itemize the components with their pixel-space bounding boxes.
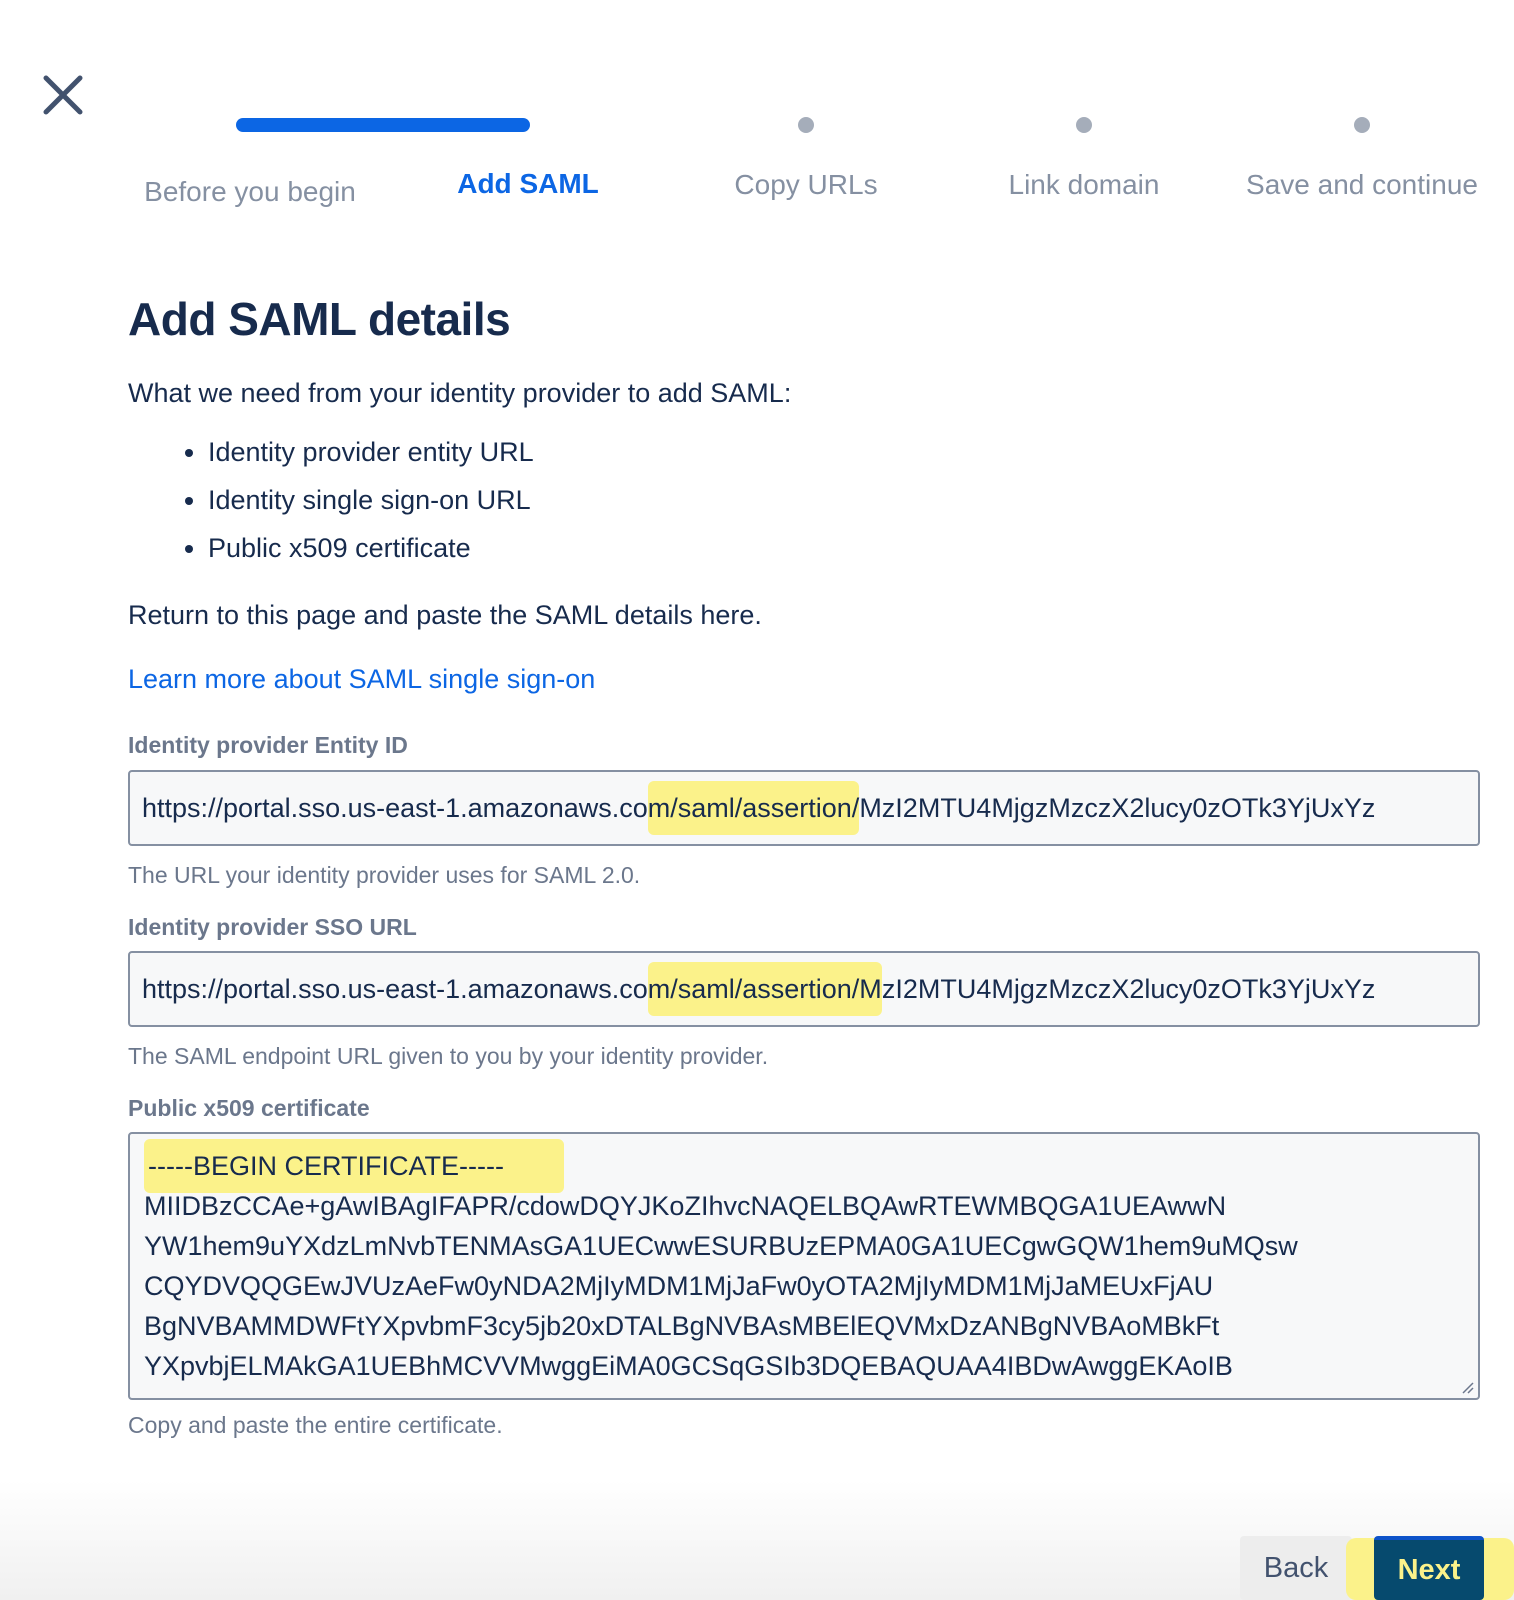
next-button[interactable]: Next [1374,1536,1484,1600]
back-button[interactable]: Back [1240,1536,1352,1600]
step-save-and-continue [1222,110,1502,201]
step-add-saml [388,110,668,200]
step-label: Before you begin [144,176,356,207]
step-label: Save and continue [1246,169,1478,200]
step-copy-urls [666,110,946,201]
resize-handle-icon[interactable] [1460,1380,1474,1394]
entity-id-input[interactable] [128,770,1480,846]
step-dot [1354,117,1370,133]
page-title: Add SAML details [128,293,511,345]
highlighted-text: m/saml/assertion/ [648,781,860,835]
learn-more-link[interactable]: Learn more about SAML single sign-on [128,664,596,694]
progress-stepper [110,110,1510,210]
certificate-line: MIIDBzCCAe+gAwIBAgIFAPR/cdowDQYJKoZIhvcNAQELBQAwRTEWMBQGA1UEAwwN [144,1191,1227,1221]
value-text: MzI2MTU4MjgzMzczX2lucy0zOTk3YjUxYz [859,793,1376,823]
list-item: • Identity single sign-on URL [208,476,534,524]
requirements-list [160,428,534,572]
certificate-line: YW1hem9uYXdzLmNvbTENMAsGA1UECwwESURBUzEPMA0GA1UECgwGQW1hem9uMQsw [144,1231,1298,1261]
certificate-textarea[interactable] [128,1132,1480,1400]
step-label: Link domain [1008,169,1160,200]
step-label: Add SAML [457,168,599,199]
certificate-label: Public x509 certificate [128,1095,370,1121]
step-link-domain [944,110,1224,201]
value-text: zI2MTU4MjgzMzczX2lucy0zOTk3YjUxYz [881,974,1376,1004]
certificate-line: BgNVBAMMDWFtYXpvbmF3cy5jb20xDTALBgNVBAsMBElEQVMxDzANBgNVBAoMBkFt [144,1311,1220,1341]
certificate-help: Copy and paste the entire certificate. [128,1412,503,1438]
entity-id-label: Identity provider Entity ID [128,732,408,758]
certificate-line: CQYDVQQGEwJVUzAeFw0yNDA2MjIyMDM1MjJaFw0yOTA2MjIyMDM1MjJaMEUxFjAU [144,1271,1214,1301]
sso-url-input[interactable] [128,951,1480,1027]
step-label: Copy URLs [734,169,878,200]
highlighted-text: m/saml/assertion/M [648,962,882,1016]
list-item: • Public x509 certificate [208,524,534,572]
intro-text: What we need from your identity provider to add SAML: [128,378,792,408]
return-text: Return to this page and paste the SAML details here. [128,600,762,630]
step-dot [1076,117,1092,133]
list-item: • Identity provider entity URL [208,428,534,476]
certificate-line: YXpvbjELMAkGA1UEBhMCVVMwggEiMA0GCSqGSIb3DQEBAQUAA4IBDwAwggEKAoIB [144,1351,1233,1381]
active-step-bar [236,118,530,132]
entity-id-help: The URL your identity provider uses for SAML 2.0. [128,862,641,888]
close-icon[interactable] [42,74,84,116]
sso-url-help: The SAML endpoint URL given to you by your identity provider. [128,1043,769,1069]
sso-url-label: Identity provider SSO URL [128,914,417,940]
value-text: https://portal.sso.us-east-1.amazonaws.co [142,793,648,823]
value-text: https://portal.sso.us-east-1.amazonaws.co [142,974,648,1004]
highlighted-text: -----BEGIN CERTIFICATE----- [144,1139,564,1193]
step-dot [798,117,814,133]
